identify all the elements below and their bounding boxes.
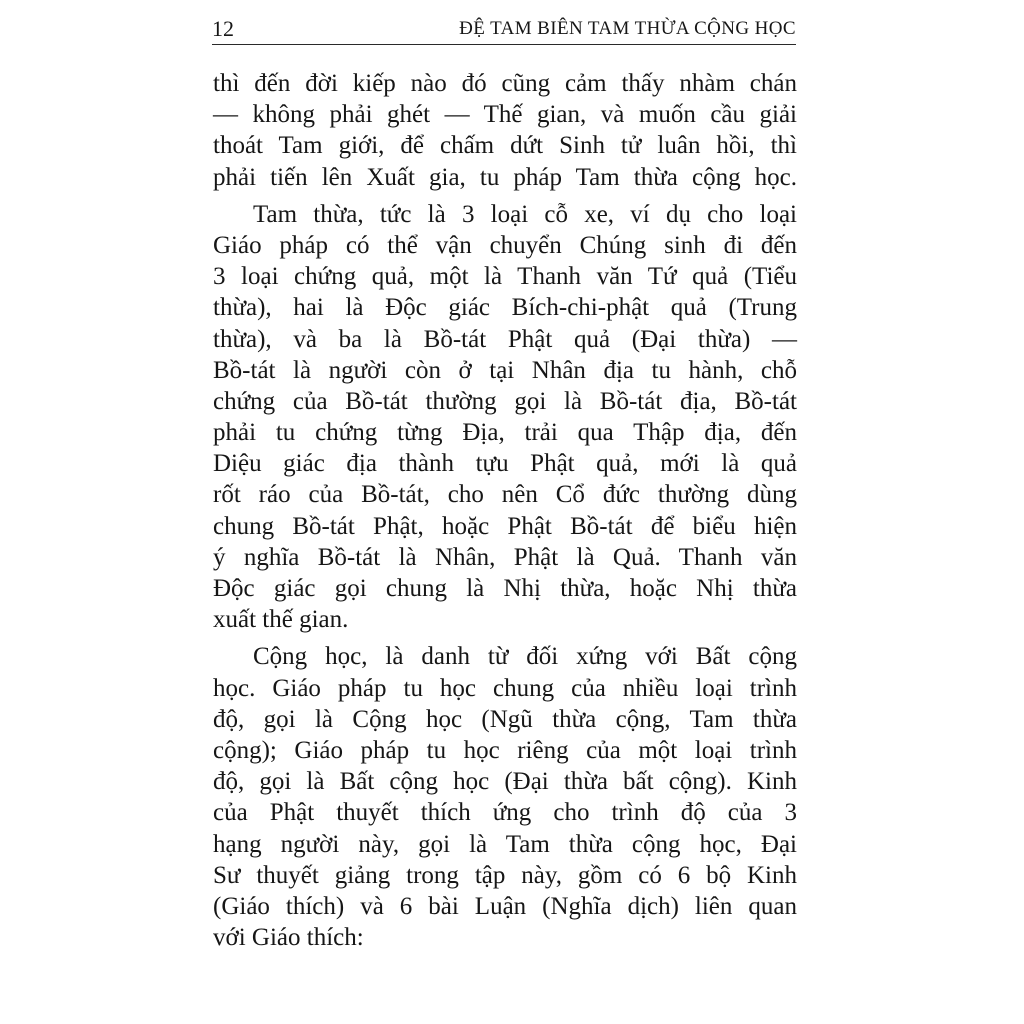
text-line: rốt ráo của Bồ-tát, cho nên Cổ đức thường dùng xyxy=(213,481,797,509)
text-line: thoát Tam giới, để chấm dứt Sinh tử luân hồi, thì xyxy=(213,132,797,160)
text-line: Bồ-tát là người còn ở tại Nhân địa tu hành, chỗ xyxy=(213,356,797,384)
text-line: độ, gọi là Cộng học (Ngũ thừa cộng, Tam thừa xyxy=(213,705,797,733)
text-line: ý nghĩa Bồ-tát là Nhân, Phật là Quả. Thanh văn xyxy=(213,543,797,571)
text-line: Cộng học, là danh từ đối xứng với Bất cộng xyxy=(253,643,797,671)
text-line: xuất thế gian. xyxy=(213,606,349,634)
text-line: Sư thuyết giảng trong tập này, gồm có 6 bộ Kinh xyxy=(213,861,797,889)
text-line: Độc giác gọi chung là Nhị thừa, hoặc Nhị thừa xyxy=(213,575,797,602)
running-title: ĐỆ TAM BIÊN TAM THỪA CỘNG HỌC xyxy=(459,18,796,39)
text-line: thừa), hai là Độc giác Bích-chi-phật quả (Trung xyxy=(213,294,797,322)
text-line: của Phật thuyết thích ứng cho trình độ của 3 xyxy=(213,799,797,827)
text-line: độ, gọi là Bất cộng học (Đại thừa bất cộng). Kinh xyxy=(213,768,797,796)
page-number: 12 xyxy=(212,16,234,41)
text-line: — không phải ghét — Thế gian, và muốn cầu giải xyxy=(213,101,797,129)
text-line: 3 loại chứng quả, một là Thanh văn Tứ quả (Tiểu xyxy=(213,263,797,291)
text-line: phải tu chứng từng Địa, trải qua Thập địa, đến xyxy=(213,419,797,447)
paragraph-3 xyxy=(213,641,797,953)
text-line: (Giáo thích) và 6 bài Luận (Nghĩa dịch) liên quan xyxy=(213,892,797,920)
body-text xyxy=(213,68,797,953)
text-line: chung Bồ-tát Phật, hoặc Phật Bồ-tát để biểu hiện xyxy=(213,512,797,540)
text-line: hạng người này, gọi là Tam thừa cộng học, Đại xyxy=(213,830,797,858)
text-line: học. Giáo pháp tu học chung của nhiều loại trình xyxy=(213,674,797,702)
page-header xyxy=(212,14,796,45)
text-line: thì đến đời kiếp nào đó cũng cảm thấy nhàm chán xyxy=(213,70,797,97)
paragraph-1 xyxy=(213,68,797,193)
text-line: Giáo pháp có thể vận chuyển Chúng sinh đi đến xyxy=(213,231,797,259)
paragraph-2 xyxy=(213,199,797,636)
text-line: chứng của Bồ-tát thường gọi là Bồ-tát địa, Bồ-tát xyxy=(213,387,797,415)
text-line: Tam thừa, tức là 3 loại cỗ xe, ví dụ cho loại xyxy=(253,200,797,228)
text-line: thừa), và ba là Bồ-tát Phật quả (Đại thừa) — xyxy=(213,325,797,353)
text-line: cộng); Giáo pháp tu học riêng của một loại trình xyxy=(213,736,797,764)
text-line: phải tiến lên Xuất gia, tu pháp Tam thừa cộng học. xyxy=(213,163,797,191)
text-line: Diệu giác địa thành tựu Phật quả, mới là quả xyxy=(213,450,797,478)
text-line: với Giáo thích: xyxy=(213,924,364,952)
